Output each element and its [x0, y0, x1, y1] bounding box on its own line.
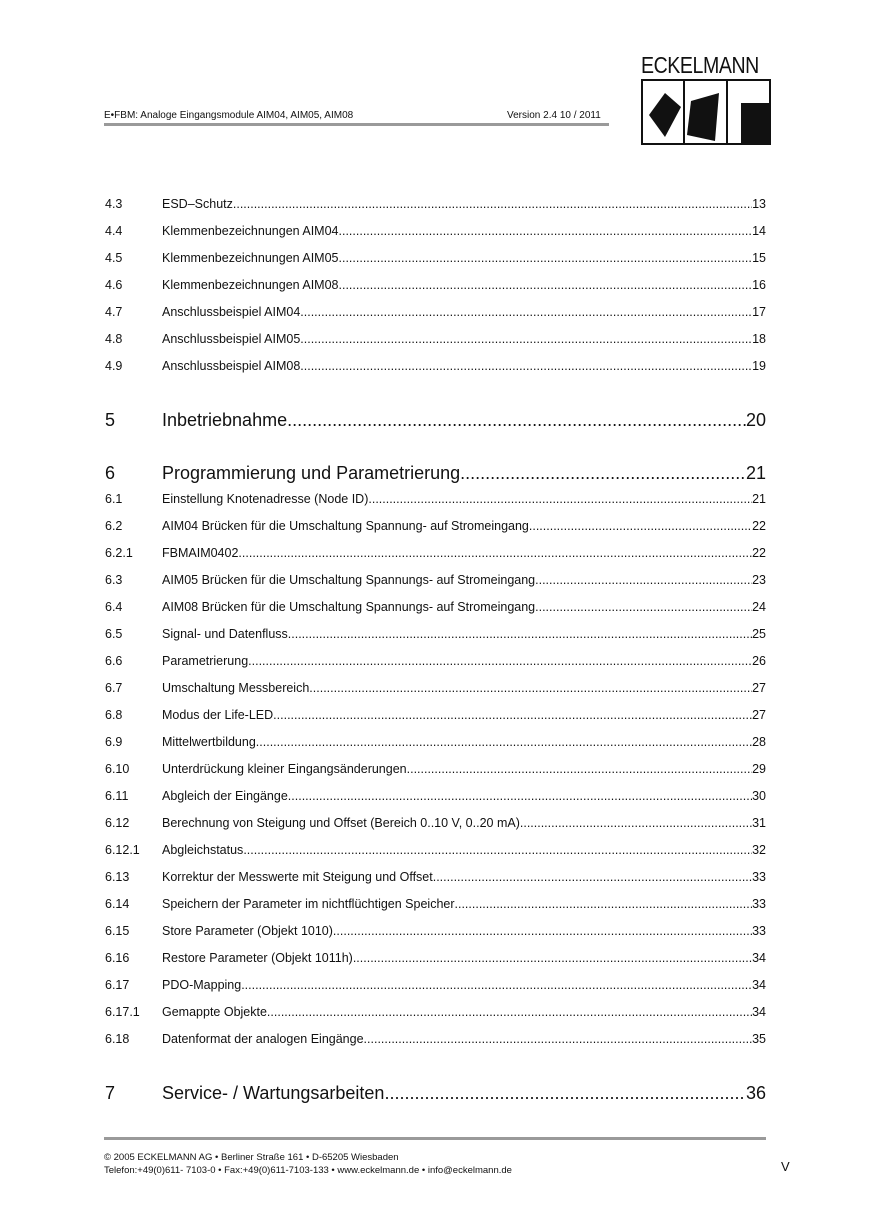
toc-entry-title: Klemmenbezeichnungen AIM04	[162, 223, 339, 238]
header-title: E•FBM: Analoge Eingangsmodule AIM04, AIM05, AIM08	[104, 110, 354, 121]
eckelmann-logo	[641, 54, 771, 145]
toc-entry[interactable]	[105, 326, 766, 353]
dot-leader	[267, 999, 752, 1026]
page-number: V	[781, 1159, 790, 1174]
toc-entry-page: 33	[752, 923, 766, 938]
toc-entry-page: 29	[752, 761, 766, 776]
toc-entry-title: Programmierung und Parametrierung	[162, 462, 461, 483]
dot-leader	[535, 594, 752, 621]
toc-entry-title: AIM05 Brücken für die Umschaltung Spannungs- auf Stromeingang	[162, 572, 536, 587]
toc-entry-title: Abgleichstatus	[162, 842, 244, 857]
toc-entry[interactable]	[105, 675, 766, 702]
toc-entry-title: AIM08 Brücken für die Umschaltung Spannungs- auf Stromeingang	[162, 599, 536, 614]
toc-entry[interactable]	[105, 945, 766, 972]
toc-entry-number: 4.3	[105, 196, 123, 211]
header-rule	[104, 123, 609, 126]
toc-entry-page: 22	[752, 545, 766, 560]
toc-entry-number: 6.6	[105, 653, 123, 668]
dot-leader	[455, 891, 753, 918]
toc-entry[interactable]	[105, 1053, 766, 1106]
toc-entry-page: 36	[745, 1082, 766, 1103]
toc-entry-number: 6.5	[105, 626, 123, 641]
toc-entry[interactable]	[105, 648, 766, 675]
toc-entry-title: Berechnung von Steigung und Offset (Bereich 0..10 V, 0..20 mA)	[162, 815, 520, 830]
toc-entry-page: 19	[752, 358, 766, 373]
toc-entry-page: 13	[752, 196, 766, 211]
toc-entry-title: Anschlussbeispiel AIM08	[162, 358, 301, 373]
toc-entry-page: 25	[752, 626, 766, 641]
toc-entry[interactable]	[105, 918, 766, 945]
toc-entry[interactable]	[105, 783, 766, 810]
dot-leader	[339, 245, 753, 272]
footer-contact: Telefon:+49(0)611- 7103-0 • Fax:+49(0)611-7103-133 • www.eckelmann.de • info@eckelmann.de	[104, 1165, 512, 1176]
toc-entry-title: PDO-Mapping	[162, 977, 242, 992]
toc-entry-page: 14	[752, 223, 766, 238]
dot-leader	[241, 972, 752, 999]
toc-entry[interactable]	[105, 621, 766, 648]
toc-entry[interactable]	[105, 864, 766, 891]
dot-leader	[460, 460, 746, 486]
toc-entry-number: 4.8	[105, 331, 123, 346]
toc-entry-page: 34	[752, 1004, 766, 1019]
toc-entry[interactable]	[105, 567, 766, 594]
toc-entry-title: Anschlussbeispiel AIM04	[162, 304, 301, 319]
toc-entry-title: Store Parameter (Objekt 1010)	[162, 923, 333, 938]
toc-entry-page: 33	[752, 869, 766, 884]
footer-rule	[104, 1137, 766, 1140]
toc-entry[interactable]	[105, 433, 766, 486]
logo-text: ECKELMANN	[641, 52, 759, 78]
toc-entry-number: 6.17.1	[105, 1004, 140, 1019]
toc-entry-number: 6.13	[105, 869, 130, 884]
toc-entry[interactable]	[105, 891, 766, 918]
toc-entry[interactable]	[105, 272, 766, 299]
header-version: Version 2.4 10 / 2011	[507, 110, 601, 121]
toc-entry-title: ESD–Schutz	[162, 196, 233, 211]
toc-entry-title: Umschaltung Messbereich	[162, 680, 310, 695]
toc-entry-title: AIM04 Brücken für die Umschaltung Spannung- auf Stromeingang	[162, 518, 529, 533]
toc-entry-page: 24	[752, 599, 766, 614]
toc-entry-number: 6.1	[105, 491, 123, 506]
toc-entry-number: 6.17	[105, 977, 130, 992]
dot-leader	[309, 675, 752, 702]
toc-entry-title: Unterdrückung kleiner Eingangsänderungen	[162, 761, 407, 776]
toc-entry[interactable]	[105, 972, 766, 999]
toc-entry-title: Speichern der Parameter im nichtflüchtigen Speicher	[162, 896, 455, 911]
toc-entry[interactable]	[105, 1026, 766, 1053]
dot-leader	[238, 540, 752, 567]
toc-entry[interactable]	[105, 353, 766, 380]
toc-entry-page: 22	[752, 518, 766, 533]
toc-entry[interactable]	[105, 191, 766, 218]
toc-entry-page: 23	[752, 572, 766, 587]
toc-entry-number: 6.8	[105, 707, 123, 722]
logo-mark-icon	[641, 79, 771, 145]
dot-leader	[407, 756, 752, 783]
dot-leader	[433, 864, 752, 891]
toc-entry[interactable]	[105, 756, 766, 783]
toc-entry-number: 4.4	[105, 223, 123, 238]
toc-entry-number: 4.5	[105, 250, 123, 265]
toc-entry-number: 6.15	[105, 923, 130, 938]
toc-entry-page: 27	[752, 680, 766, 695]
toc-entry[interactable]	[105, 218, 766, 245]
dot-leader	[256, 729, 752, 756]
toc-entry[interactable]	[105, 837, 766, 864]
toc-entry-number: 4.6	[105, 277, 123, 292]
toc-entry[interactable]	[105, 810, 766, 837]
toc-entry-page: 28	[752, 734, 766, 749]
dot-leader	[243, 837, 752, 864]
toc-entry-title: Restore Parameter (Objekt 1011h)	[162, 950, 353, 965]
dot-leader	[288, 621, 752, 648]
toc-entry-title: Einstellung Knotenadresse (Node ID)	[162, 491, 369, 506]
dot-leader	[520, 810, 752, 837]
toc-entry-title: Klemmenbezeichnungen AIM05	[162, 250, 339, 265]
dot-leader	[233, 191, 752, 218]
toc-entry[interactable]	[105, 486, 766, 513]
dot-leader	[339, 272, 753, 299]
dot-leader	[535, 567, 752, 594]
toc-entry-title: Inbetriebnahme	[162, 409, 288, 430]
dot-leader	[384, 1080, 746, 1106]
toc-entry[interactable]	[105, 540, 766, 567]
toc-entry-page: 31	[752, 815, 766, 830]
toc-entry-page: 35	[752, 1031, 766, 1046]
toc-entry-number: 6.11	[105, 788, 129, 803]
toc-entry-page: 16	[752, 277, 766, 292]
table-of-contents	[105, 191, 766, 1106]
toc-entry[interactable]	[105, 594, 766, 621]
toc-entry-number: 6	[105, 462, 116, 483]
toc-entry-page: 32	[752, 842, 766, 857]
toc-entry-number: 7	[105, 1082, 116, 1103]
dot-leader	[353, 945, 752, 972]
toc-entry-title: Modus der Life-LED	[162, 707, 274, 722]
dot-leader	[529, 513, 752, 540]
toc-entry-title: Korrektur der Messwerte mit Steigung und Offset	[162, 869, 433, 884]
toc-entry-number: 6.12.1	[105, 842, 140, 857]
dot-leader	[300, 353, 752, 380]
dot-leader	[333, 918, 752, 945]
dot-leader	[300, 326, 752, 353]
toc-entry-number: 5	[105, 409, 116, 430]
toc-entry-page: 17	[752, 304, 766, 319]
toc-entry-page: 34	[752, 977, 766, 992]
toc-entry-page: 26	[752, 653, 766, 668]
dot-leader	[300, 299, 752, 326]
toc-entry[interactable]	[105, 380, 766, 433]
dot-leader	[288, 783, 752, 810]
dot-leader	[364, 1026, 753, 1053]
dot-leader	[368, 486, 752, 513]
toc-entry-number: 6.2.1	[105, 545, 133, 560]
toc-entry[interactable]	[105, 245, 766, 272]
toc-entry-page: 18	[752, 331, 766, 346]
toc-entry-page: 20	[745, 409, 766, 430]
toc-entry-number: 6.10	[105, 761, 130, 776]
toc-entry-number: 6.18	[105, 1031, 130, 1046]
toc-entry-number: 6.14	[105, 896, 130, 911]
toc-entry[interactable]	[105, 513, 766, 540]
footer	[104, 1151, 512, 1177]
toc-entry-title: Mittelwertbildung	[162, 734, 256, 749]
toc-entry-title: Gemappte Objekte	[162, 1004, 267, 1019]
toc-entry-number: 6.2	[105, 518, 123, 533]
toc-entry-title: Klemmenbezeichnungen AIM08	[162, 277, 339, 292]
toc-entry-number: 6.4	[105, 599, 123, 614]
dot-leader	[339, 218, 753, 245]
toc-entry-page: 27	[752, 707, 766, 722]
toc-entry[interactable]	[105, 729, 766, 756]
toc-entry-page: 21	[752, 491, 766, 506]
toc-entry-page: 33	[752, 896, 766, 911]
toc-entry-number: 4.9	[105, 358, 123, 373]
toc-entry-page: 21	[745, 462, 766, 483]
toc-entry-page: 30	[752, 788, 766, 803]
toc-entry-number: 6.16	[105, 950, 130, 965]
toc-entry[interactable]	[105, 702, 766, 729]
footer-address: © 2005 ECKELMANN AG • Berliner Straße 161 • D-65205 Wiesbaden	[104, 1152, 399, 1163]
toc-entry-number: 4.7	[105, 304, 123, 319]
toc-entry-title: Service- / Wartungsarbeiten	[162, 1082, 385, 1103]
toc-entry[interactable]	[105, 999, 766, 1026]
toc-entry[interactable]	[105, 299, 766, 326]
toc-entry-title: Signal- und Datenfluss	[162, 626, 288, 641]
dot-leader	[273, 702, 752, 729]
toc-entry-title: Datenformat der analogen Eingänge	[162, 1031, 364, 1046]
toc-entry-title: Anschlussbeispiel AIM05	[162, 331, 301, 346]
toc-entry-number: 6.9	[105, 734, 123, 749]
toc-entry-number: 6.3	[105, 572, 123, 587]
toc-entry-page: 34	[752, 950, 766, 965]
dot-leader	[248, 648, 752, 675]
toc-entry-number: 6.12	[105, 815, 130, 830]
toc-entry-title: FBMAIM0402	[162, 545, 239, 560]
toc-entry-title: Abgleich der Eingänge	[162, 788, 288, 803]
dot-leader	[287, 407, 746, 433]
toc-entry-number: 6.7	[105, 680, 123, 695]
toc-entry-page: 15	[752, 250, 766, 265]
toc-entry-title: Parametrierung	[162, 653, 249, 668]
